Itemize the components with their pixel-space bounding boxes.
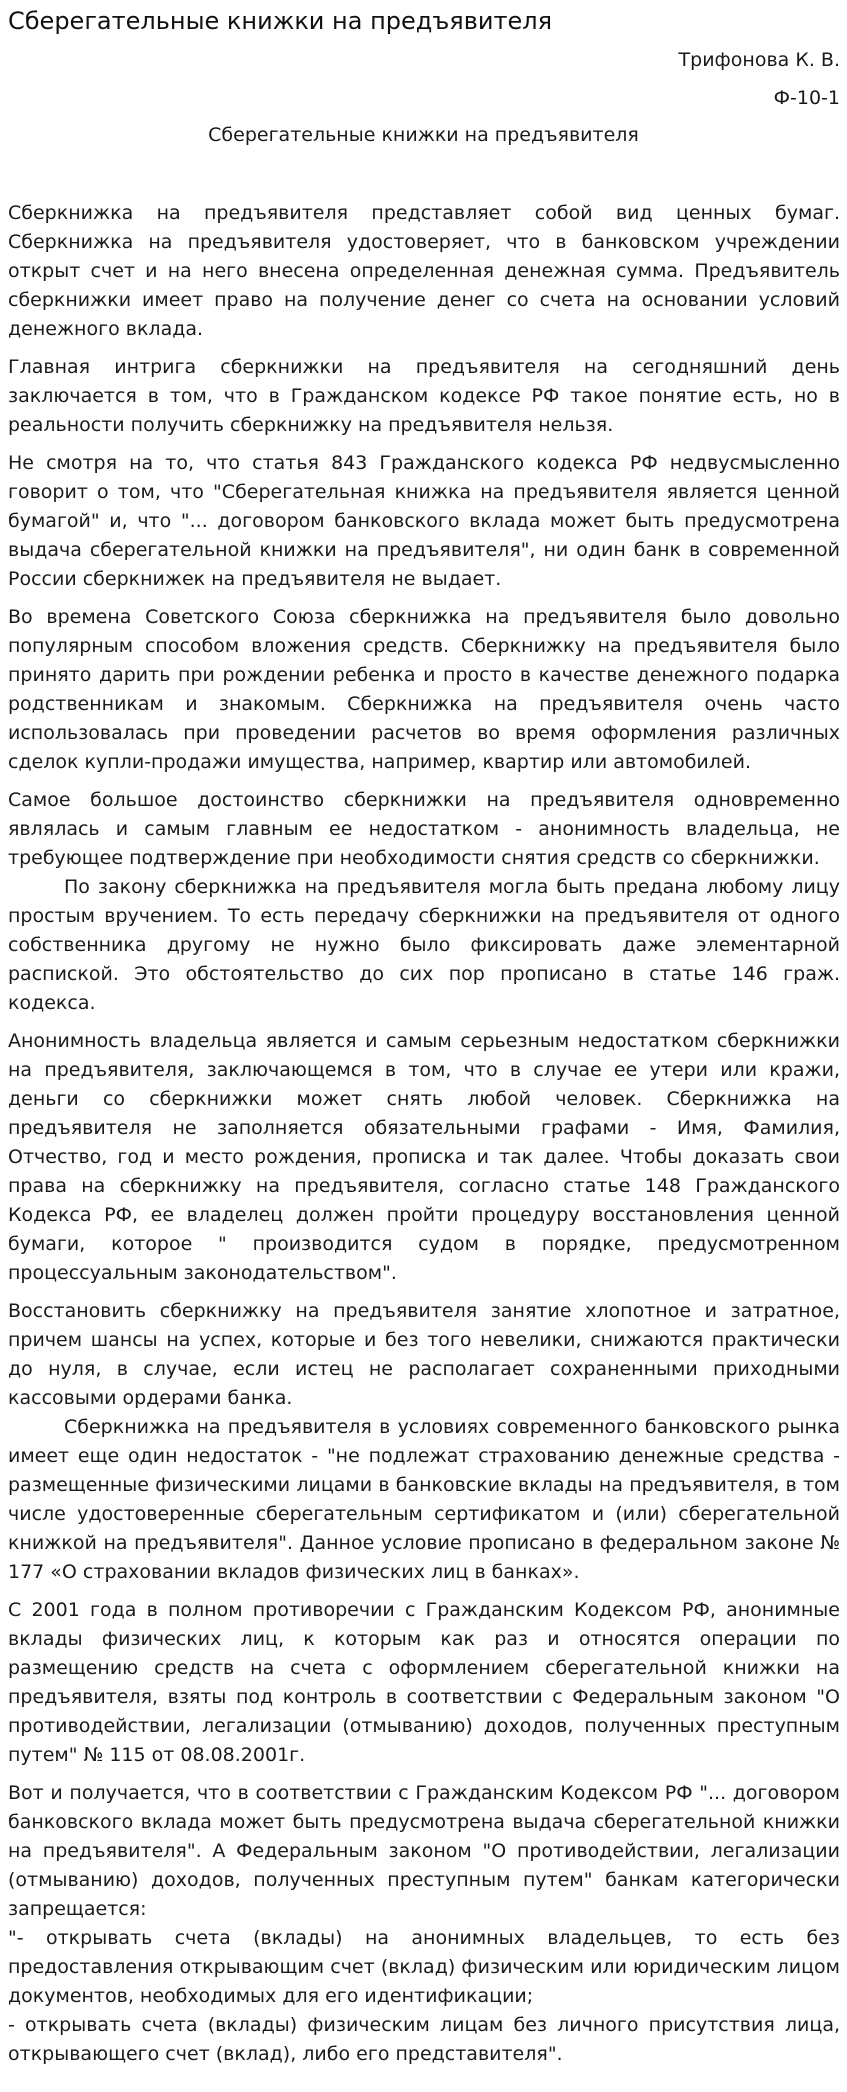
paragraph: Сберкнижка на предъявителя представляет собой вид ценных бумаг. Сберкнижка на предъявителя удостоверяет, что в банковском учреждении открыт счет и на него внесена определенная денежная сумма. Предъявитель сберкнижки имеет право на получение денег со счета на основании условий денежного вклада. (8, 202, 840, 340)
list-item: - открывать счета (вклады) физическим лицам без личного присутствия лица, открывающего счет (вклад), либо его представителя". (8, 2014, 840, 2065)
paragraph: Анонимность владельца является и самым серьезным недостатком сберкнижки на предъявителя, заключающемся в том, что в случае ее утери или кражи, деньги со сберкнижки может снять любой человек. Сберкнижка на предъявителя не заполняется обязательными графами - Имя, Фамилия, Отчество, год и место рождения, прописка и так далее. Чтобы доказать свои права на сберкнижку на предъявителя, согласно статье 148 Гражданского Кодекса РФ, ее владелец должен пройти процедуру восстановления ценной бумаги, которое " производится судом в порядке, предусмотренном процессуальным законодательством". (8, 1030, 840, 1284)
paragraph: Во времена Советского Союза сберкнижка на предъявителя было довольно популярным способом вложения средств. Сберкнижку на предъявителя было принято дарить при рождении ребенка и просто в качестве денежного подарка родственникам и знакомым. Сберкнижка на предъявителя очень часто использовалась при проведении расчетов во время оформления различных сделок купли-продажи имущества, например, квартир или автомобилей. (8, 606, 840, 773)
paragraph: Самое большое достоинство сберкнижки на предъявителя одновременно являлась и самым главным ее недостатком - анонимность владельца, не требующее подтверждение при необходимости снятия средств со сберкнижки. (8, 789, 840, 869)
author-name: Трифонова К. В. (678, 49, 840, 71)
paragraph: Главная интрига сберкнижки на предъявителя на сегодняшний день заключается в том, что в Гражданском кодексе РФ такое понятие есть, но в реальности получить сберкнижку на предъявителя нельзя. (8, 356, 840, 436)
document-subtitle: Сберегательные книжки на предъявителя (208, 124, 639, 146)
paragraph: С 2001 года в полном противоречии с Гражданским Кодексом РФ, анонимные вклады физических лиц, к которым как раз и относятся операции по размещению средств на счета с оформлением сберегательной книжки на предъявителя, взяты под контроль в соответствии с Федеральным законом "О противодействии, легализации (отмыванию) доходов, полученных преступным путем" № 115 от 08.08.2001г. (8, 1599, 840, 1766)
paragraph: По закону сберкнижка на предъявителя могла быть предана любому лицу простым вручением. То есть передачу сберкнижки на предъявителя от одного собственника другому не нужно было фиксировать даже элементарной распиской. Это обстоятельство до сих пор прописано в статье 146 граж. кодекса. (8, 876, 840, 1014)
article-body (8, 199, 840, 2069)
paragraph: Сберкнижка на предъявителя в условиях современного банковского рынка имеет еще один недостаток - "не подлежат страхованию денежные средства - размещенные физическими лицами в банковские вклады на предъявителя, в том числе удостоверенные сберегательным сертификатом и (или) сберегательной книжкой на предъявителя". Данное условие прописано в федеральном законе № 177 «О страховании вкладов физических лиц в банках». (8, 1416, 840, 1583)
list-item: "- открывать счета (вклады) на анонимных владельцев, то есть без предоставления открывающим счет (вклад) физическим или юридическим лицом документов, необходимых для его идентификации; (8, 1927, 840, 2007)
document-code: Ф-10-1 (773, 87, 840, 109)
paragraph: Вот и получается, что в соответствии с Гражданским Кодексом РФ "... договором банковского вклада может быть предусмотрена выдача сберегательной книжки на предъявителя". А Федеральным законом "О противодействии, легализации (отмыванию) доходов, полученных преступным путем" банкам категорически запрещается: (8, 1782, 840, 1920)
page-title: Сберегательные книжки на предъявителя (8, 7, 553, 35)
paragraph: Восстановить сберкнижку на предъявителя занятие хлопотное и затратное, причем шансы на успех, которые и без того невелики, снижаются практически до нуля, в случае, если истец не располагает сохраненными приходными кассовыми ордерами банка. (8, 1300, 840, 1409)
paragraph: Не смотря на то, что статья 843 Гражданского кодекса РФ недвусмысленно говорит о том, что "Сберегательная книжка на предъявителя является ценной бумагой" и, что "... договором банковского вклада может быть предусмотрена выдача сберегательной книжки на предъявителя", ни один банк в современной России сберкнижек на предъявителя не выдает. (8, 452, 840, 590)
